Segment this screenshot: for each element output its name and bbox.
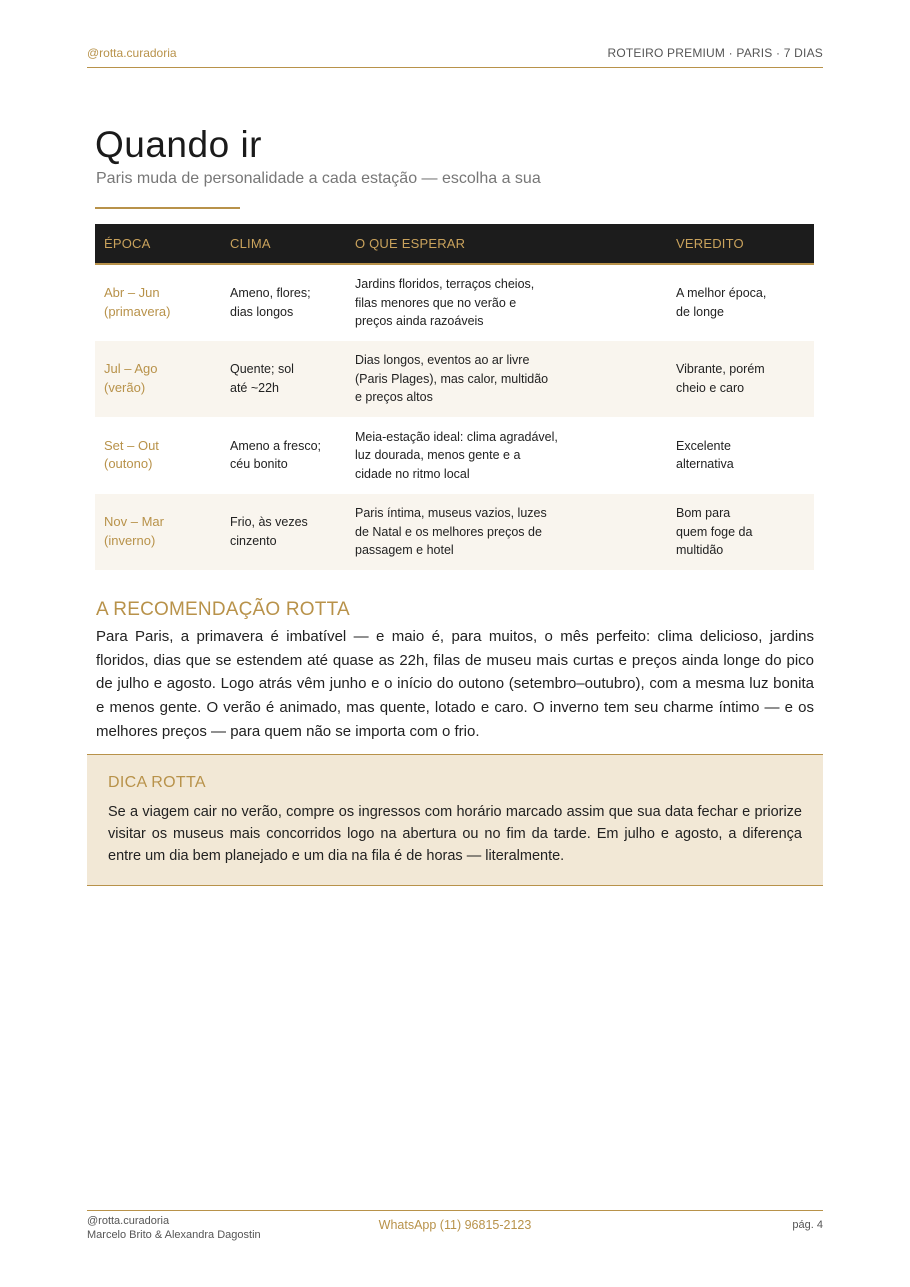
page-footer xyxy=(87,1210,823,1241)
cell-epoca: Abr – Jun (primavera) xyxy=(104,285,171,319)
table-row xyxy=(95,417,814,494)
column-header-clima: CLIMA xyxy=(221,224,346,264)
footer-brand: @rotta.curadoria xyxy=(87,1215,170,1227)
page-header xyxy=(87,46,823,68)
column-header-veredito: VEREDITO xyxy=(667,224,814,264)
cell-veredito: A melhor época, de longe xyxy=(676,286,767,319)
cell-epoca: Jul – Ago (verão) xyxy=(104,361,158,395)
cell-epoca: Nov – Mar (inverno) xyxy=(104,514,164,548)
cell-o-que-esperar: Paris íntima, museus vazios, luzes de Natal e os melhores preços de passagem e hotel xyxy=(355,506,547,557)
page-title: Quando ir xyxy=(95,124,262,165)
seasons-table xyxy=(95,224,814,570)
cell-o-que-esperar: Jardins floridos, terraços cheios, filas menores que no verão e preços ainda razoáveis xyxy=(355,277,535,328)
table-row xyxy=(95,264,814,341)
accent-divider xyxy=(95,207,240,209)
footer-page-number: pág. 4 xyxy=(792,1219,823,1231)
cell-epoca: Set – Out (outono) xyxy=(104,437,159,472)
cell-clima: Quente; sol até ~22h xyxy=(230,362,294,395)
cell-o-que-esperar: Meia-estação ideal: clima agradável, luz dourada, menos gente e a cidade no ritmo local xyxy=(355,429,558,481)
tip-box xyxy=(87,754,823,886)
cell-clima: Frio, às vezes cinzento xyxy=(230,515,308,548)
table-header-row xyxy=(95,224,814,264)
cell-veredito: Bom para quem foge da multidão xyxy=(676,506,753,557)
header-brand: @rotta.curadoria xyxy=(87,46,177,60)
cell-veredito: Excelente alternativa xyxy=(676,438,734,472)
header-document-title: ROTEIRO PREMIUM · PARIS · 7 DIAS xyxy=(607,46,823,60)
cell-clima: Ameno, flores; dias longos xyxy=(230,286,311,319)
recommendation-text: Para Paris, a primavera é imbatível — e maio é, para muitos, o mês perfeito: clima delicioso, jardins floridos, dias que se estendem até quase as 22h, filas de museu mais curtas e preços ainda longe do pico de julho e agosto. Logo atrás vêm junho e o início do outono (setembro–outubro), com a mesma luz bonita e menos gente. O verão é animado, mas quente, lotado e caro. O inverno tem seu charme íntimo — e os melhores preços — para quem não se importa com o frio. xyxy=(96,628,814,740)
column-header-epoca: ÉPOCA xyxy=(95,224,221,264)
tip-text: Se a viagem cair no verão, compre os ingressos com horário marcado assim que sua data fechar e priorize visitar os museus mais concorridos logo na abertura ou no fim da tarde. Em julho e agosto, a diferença entre um dia bem planejado e um dia na fila é de horas — literalmente. xyxy=(108,804,802,864)
footer-whatsapp-contact: WhatsApp (11) 96815-2123 xyxy=(378,1218,532,1232)
table-row xyxy=(95,341,814,418)
footer-authors: Marcelo Brito & Alexandra Dagostin xyxy=(87,1229,261,1241)
recommendation-heading: A RECOMENDAÇÃO ROTTA xyxy=(96,599,350,620)
cell-o-que-esperar: Dias longos, eventos ao ar livre (Paris Plages), mas calor, multidão e preços altos xyxy=(355,353,549,404)
page-subtitle: Paris muda de personalidade a cada estação — escolha a sua xyxy=(96,170,541,187)
cell-veredito: Vibrante, porém cheio e caro xyxy=(676,362,765,395)
cell-clima: Ameno a fresco; céu bonito xyxy=(230,438,322,472)
tip-title: DICA ROTTA xyxy=(108,774,206,791)
column-header-o-que-esperar: O QUE ESPERAR xyxy=(346,224,667,264)
table-row xyxy=(95,494,814,571)
